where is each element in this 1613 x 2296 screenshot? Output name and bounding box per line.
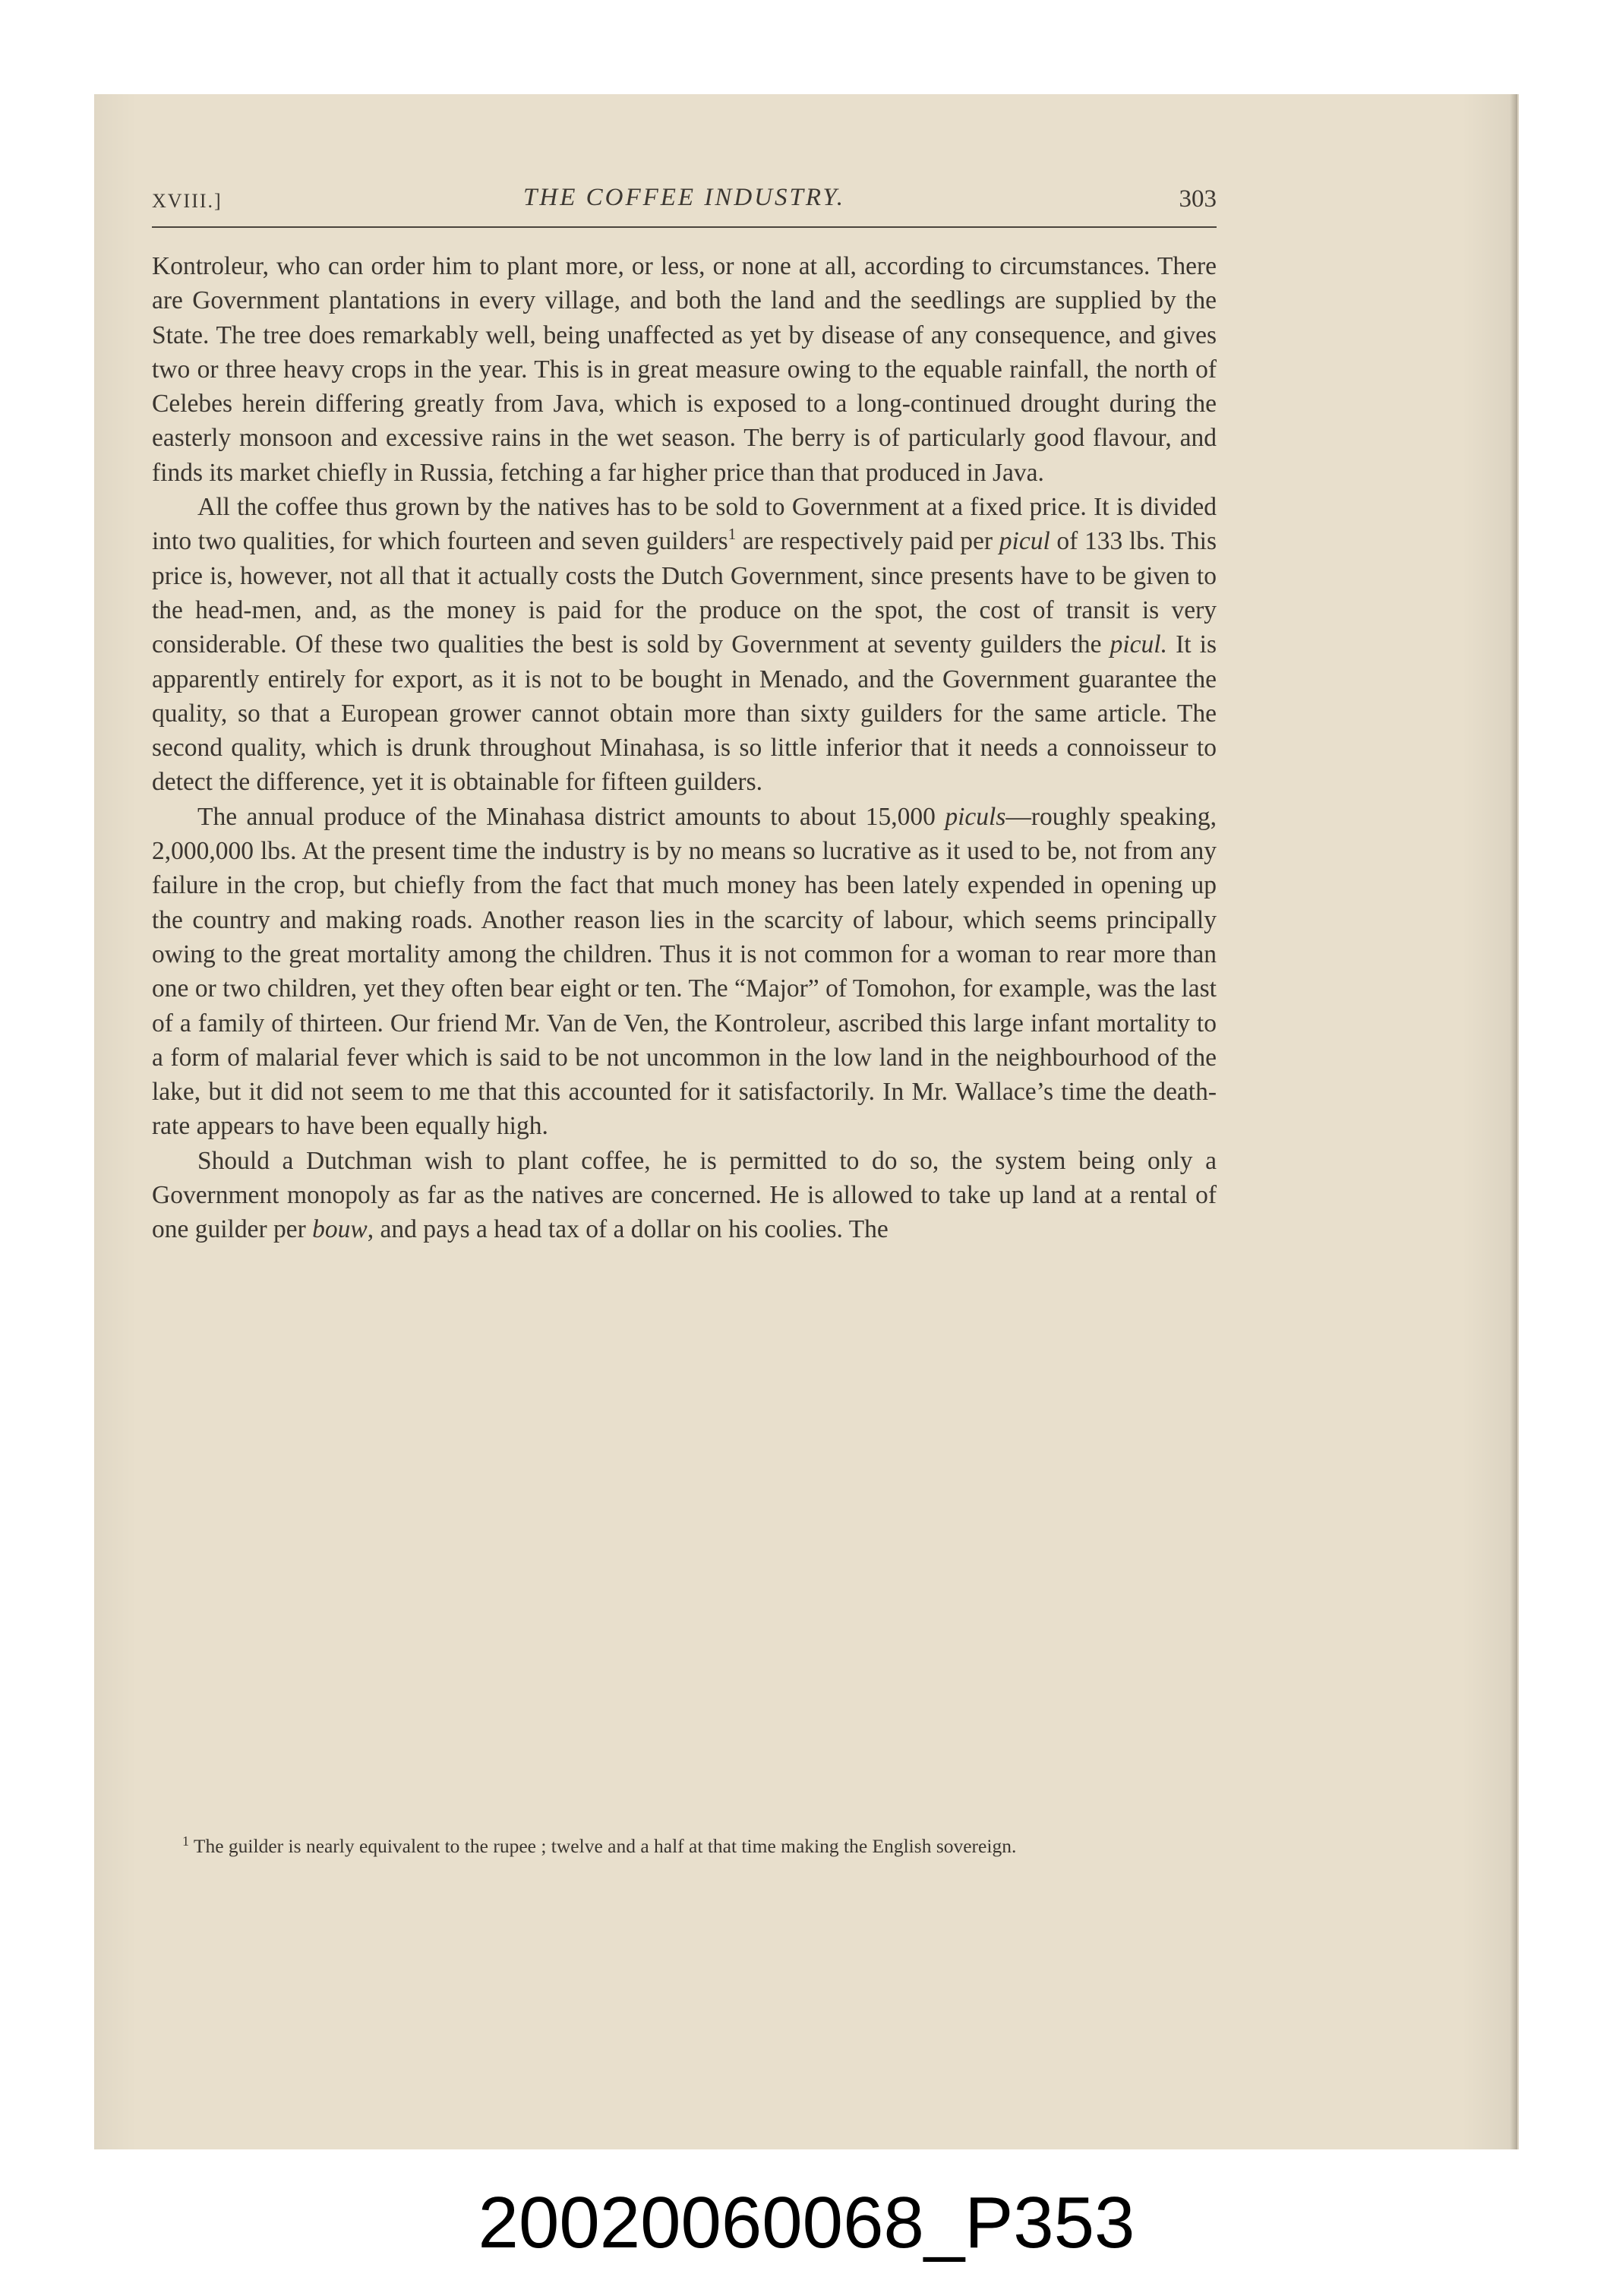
footnote (152, 1833, 1217, 1859)
paragraph (152, 800, 1217, 1144)
italic-term: piculs (945, 802, 1006, 831)
paragraph (152, 1144, 1217, 1247)
page-identifier: 20020060068_P353 (478, 2182, 1135, 2263)
italic-term: bouw (312, 1215, 368, 1244)
page-number: 303 (1179, 185, 1217, 213)
text-run: Should a Dutchman wish to plant coffee, he is permitted to do so, the system being only a Government monopoly as far as the natives are concerned. He is allowed to take up land at a rental of one guilder per (152, 1146, 1217, 1244)
text-run: The annual produce of the Minahasa district amounts to about 15,000 (197, 802, 945, 831)
running-head (152, 184, 1217, 229)
paragraph (152, 490, 1217, 800)
italic-term: picul (999, 527, 1050, 556)
text-run: All the coffee thus grown by the natives has to be sold to Government at a fixed price. It is divided into two qualities, for which fourteen and seven guilders (152, 493, 1217, 556)
running-title: THE COFFEE INDUSTRY. (523, 184, 845, 211)
text-run: Kontroleur, who can order him to plant more, or less, or none at all, according to circumstances. There are Government plantations in every village, and both the land and the seedlings are supplied by the State. The tree does remarkably well, being unaffected as yet by disease of any consequence, and gives two or three heavy crops in the year. This is in great measure owing to the equable rainfall, the north of Celebes herein differing greatly from Java, which is exposed to a long-continued drought during the easterly monsoon and excessive rains in the wet season. The berry is of particularly good flavour, and finds its market chiefly in Russia, fetching a far higher price than that produced in Java. (152, 252, 1217, 487)
text-run: of 133 lbs. This price is, however, not all that it actually costs the Dutch Government, since presents have to be given to the head-men, and, as the money is paid for the produce on the spot, the cost of transit is very considerable. Of these two qualities the best is sold by Government at seventy guilders the (152, 527, 1217, 659)
italic-term: picul. (1110, 630, 1167, 659)
chapter-number: XVIII.] (152, 190, 223, 212)
text-run: are respectively paid per (736, 527, 999, 556)
page-edge-shadow (1510, 94, 1517, 2149)
body-text (152, 249, 1217, 1247)
footnote-text: The guilder is nearly equivalent to the rupee ; twelve and a half at that time making the English sovereign. (189, 1835, 1017, 1857)
paragraph (152, 249, 1217, 490)
text-run: It is apparently entirely for export, as it is not to be bought in Menado, and the Government guarantee the quality, so that a European grower cannot obtain more than sixty guilders for the same article. The second quality, which is drunk throughout Minahasa, is so little inferior that it needs a connoisseur to detect the difference, yet it is obtainable for fifteen guilders. (152, 630, 1217, 797)
header-rule (152, 226, 1217, 228)
text-run: , and pays a head tax of a dollar on his coolies. The (367, 1215, 889, 1244)
footnote-marker: 1 (182, 1833, 189, 1849)
text-run: —roughly speaking, 2,000,000 lbs. At the present time the industry is by no means so lucrative as it used to be, not from any failure in the crop, but chiefly from the fact that much money has been lately expended in opening up the country and making roads. Another reason lies in the scarcity of labour, which seems principally owing to the great mortality among the children. Thus it is not common for a woman to rear more than one or two children, yet they often bear eight or ten. The “Major” of Tomohon, for example, was the last of a family of thirteen. Our friend Mr. Van de Ven, the Kontroleur, ascribed this large infant mortality to a form of malarial fever which is said to be not uncommon in the low land in the neighbourhood of the lake, but it did not seem to me that this accounted for it satisfactorily. In Mr. Wallace’s time the death-rate appears to have been equally high. (152, 802, 1217, 1141)
footnote-reference: 1 (728, 525, 737, 544)
